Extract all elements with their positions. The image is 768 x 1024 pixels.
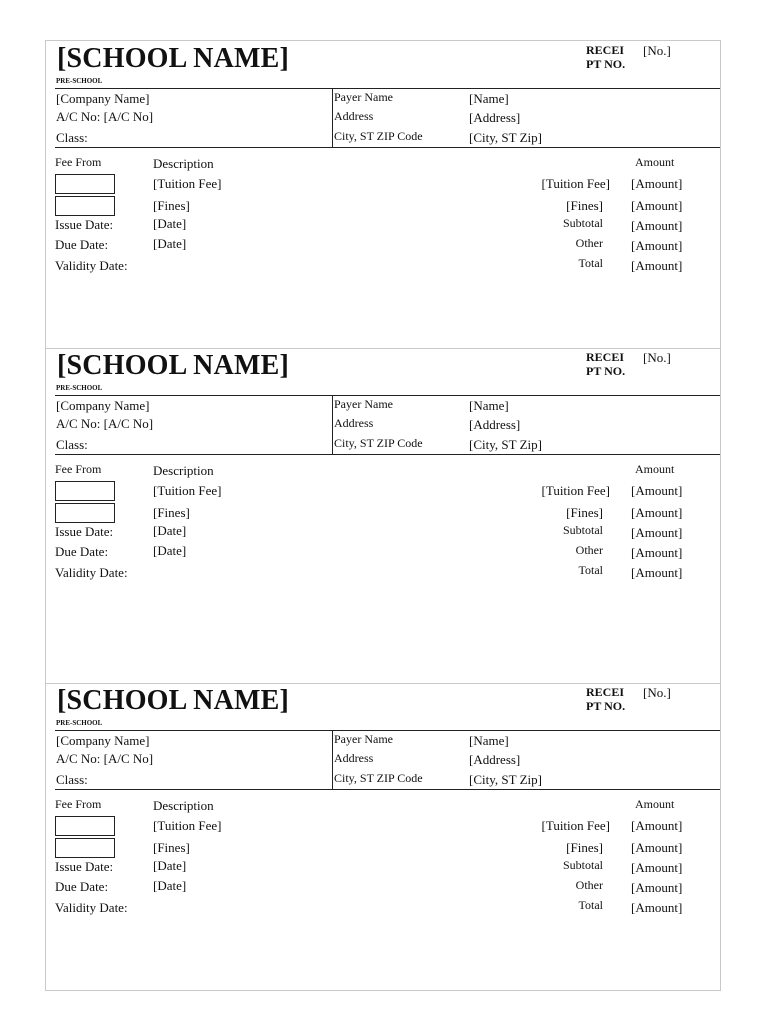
payer-name: [Name] [469, 398, 509, 413]
issue-date: [Date] [153, 858, 187, 873]
amount-header: Amount [635, 462, 675, 476]
divider-vertical [332, 88, 333, 147]
amount-fines: [Amount] [631, 840, 683, 855]
issue-date: [Date] [153, 523, 187, 538]
receipt-label-line1: RECEI [586, 350, 625, 364]
line-tuition-label: [Tuition Fee] [541, 483, 610, 498]
validity-date-label: Validity Date: [55, 258, 128, 273]
payer-address: [Address] [469, 110, 521, 125]
fee-from-label: Fee From [55, 155, 102, 169]
receipt-number-label [586, 43, 625, 71]
other-label: Other [575, 878, 603, 892]
divider [55, 789, 720, 790]
school-name: [SCHOOL NAME] [57, 350, 290, 381]
fines: [Fines] [153, 505, 190, 520]
amount-other: [Amount] [631, 238, 683, 253]
company-name: [Company Name] [56, 91, 150, 106]
receipt-number-label [586, 350, 625, 378]
tuition-fee: [Tuition Fee] [153, 483, 222, 498]
description-label: Description [153, 798, 214, 813]
issue-date: [Date] [153, 216, 187, 231]
issue-date-label: Issue Date: [55, 859, 114, 874]
receipt-label-line2: PT NO. [586, 364, 626, 378]
description-label: Description [153, 463, 214, 478]
payer-address: [Address] [469, 752, 521, 767]
amount-total: [Amount] [631, 565, 683, 580]
amount-tuition: [Amount] [631, 818, 683, 833]
divider [55, 454, 720, 455]
account-number: A/C No: [A/C No] [56, 751, 154, 766]
payer-name: [Name] [469, 733, 509, 748]
amount-other: [Amount] [631, 545, 683, 560]
receipt-number: [No.] [643, 685, 671, 700]
fee-from-box[interactable] [55, 503, 115, 523]
payer-name-label: Payer Name [334, 397, 393, 411]
divider [55, 88, 720, 89]
school-subtitle: PRE-SCHOOL [56, 719, 103, 727]
due-date: [Date] [153, 543, 187, 558]
receipt-number-label [586, 685, 625, 713]
amount-total: [Amount] [631, 258, 683, 273]
amount-fines: [Amount] [631, 505, 683, 520]
issue-date-label: Issue Date: [55, 217, 114, 232]
receipt-page [45, 40, 721, 991]
divider [55, 147, 720, 148]
payer-city: [City, ST Zip] [469, 772, 542, 787]
company-name: [Company Name] [56, 733, 150, 748]
class-label: Class: [56, 437, 88, 452]
fee-from-label: Fee From [55, 797, 102, 811]
receipt-label-line2: PT NO. [586, 57, 626, 71]
school-subtitle: PRE-SCHOOL [56, 384, 103, 392]
amount-subtotal: [Amount] [631, 218, 683, 233]
tuition-fee: [Tuition Fee] [153, 818, 222, 833]
amount-tuition: [Amount] [631, 176, 683, 191]
address-label: Address [334, 751, 374, 765]
validity-date-label: Validity Date: [55, 900, 128, 915]
due-date: [Date] [153, 878, 187, 893]
line-tuition-label: [Tuition Fee] [541, 176, 610, 191]
account-number: A/C No: [A/C No] [56, 109, 154, 124]
school-name: [SCHOOL NAME] [57, 685, 290, 716]
due-date-label: Due Date: [55, 544, 109, 559]
fee-from-box[interactable] [55, 816, 115, 836]
account-number: A/C No: [A/C No] [56, 416, 154, 431]
line-fines-label: [Fines] [566, 505, 603, 520]
issue-date-label: Issue Date: [55, 524, 114, 539]
amount-other: [Amount] [631, 880, 683, 895]
address-label: Address [334, 109, 374, 123]
description-label: Description [153, 156, 214, 171]
class-label: Class: [56, 130, 88, 145]
amount-subtotal: [Amount] [631, 525, 683, 540]
fee-from-box[interactable] [55, 174, 115, 194]
amount-header: Amount [635, 155, 675, 169]
amount-tuition: [Amount] [631, 483, 683, 498]
fines: [Fines] [153, 840, 190, 855]
city-label: City, ST ZIP Code [334, 771, 423, 785]
fee-from-label: Fee From [55, 462, 102, 476]
payer-address: [Address] [469, 417, 521, 432]
receipt-label-line2: PT NO. [586, 699, 626, 713]
validity-date-label: Validity Date: [55, 565, 128, 580]
other-label: Other [575, 236, 603, 250]
line-fines-label: [Fines] [566, 840, 603, 855]
fines: [Fines] [153, 198, 190, 213]
divider [55, 395, 720, 396]
line-fines-label: [Fines] [566, 198, 603, 213]
subtotal-label: Subtotal [562, 216, 603, 230]
line-tuition-label: [Tuition Fee] [541, 818, 610, 833]
amount-total: [Amount] [631, 900, 683, 915]
divider-vertical [332, 395, 333, 454]
receipt-label-line1: RECEI [586, 43, 625, 57]
total-label: Total [578, 256, 603, 270]
school-name: [SCHOOL NAME] [57, 43, 290, 74]
receipt-label-line1: RECEI [586, 685, 625, 699]
fee-from-box[interactable] [55, 196, 115, 216]
due-date-label: Due Date: [55, 879, 109, 894]
amount-fines: [Amount] [631, 198, 683, 213]
total-label: Total [578, 563, 603, 577]
receipt-number: [No.] [643, 350, 671, 365]
company-name: [Company Name] [56, 398, 150, 413]
receipt-separator [46, 348, 720, 349]
address-label: Address [334, 416, 374, 430]
payer-name-label: Payer Name [334, 90, 393, 104]
city-label: City, ST ZIP Code [334, 436, 423, 450]
fee-from-box[interactable] [55, 481, 115, 501]
payer-city: [City, ST Zip] [469, 130, 542, 145]
payer-city: [City, ST Zip] [469, 437, 542, 452]
receipt-number: [No.] [643, 43, 671, 58]
payer-name-label: Payer Name [334, 732, 393, 746]
subtotal-label: Subtotal [562, 858, 603, 872]
tuition-fee: [Tuition Fee] [153, 176, 222, 191]
divider-vertical [332, 730, 333, 789]
due-date: [Date] [153, 236, 187, 251]
receipt-separator [46, 683, 720, 684]
due-date-label: Due Date: [55, 237, 109, 252]
school-subtitle: PRE-SCHOOL [56, 77, 103, 85]
subtotal-label: Subtotal [562, 523, 603, 537]
other-label: Other [575, 543, 603, 557]
class-label: Class: [56, 772, 88, 787]
total-label: Total [578, 898, 603, 912]
city-label: City, ST ZIP Code [334, 129, 423, 143]
amount-subtotal: [Amount] [631, 860, 683, 875]
fee-from-box[interactable] [55, 838, 115, 858]
divider [55, 730, 720, 731]
payer-name: [Name] [469, 91, 509, 106]
amount-header: Amount [635, 797, 675, 811]
